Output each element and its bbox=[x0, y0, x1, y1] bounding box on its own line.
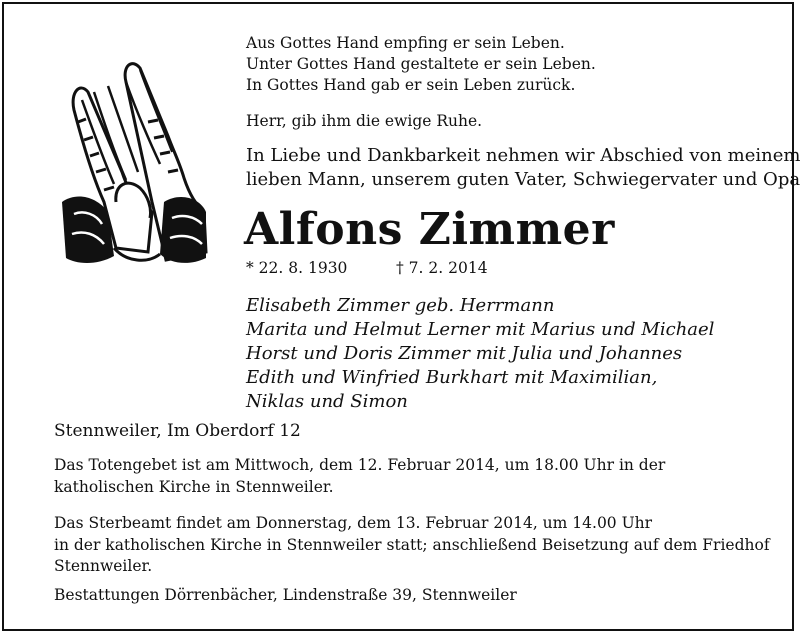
verse-line-2: Unter Gottes Hand gestaltete er sein Leben. bbox=[246, 55, 596, 73]
sterbeamt-line-2: in der katholischen Kirche in Stennweiler statt; anschließend Beisetzung auf dem Friedhof bbox=[54, 535, 770, 554]
verse-line-3: In Gottes Hand gab er sein Leben zurück. bbox=[246, 76, 576, 94]
sterbeamt-line-3: Stennweiler. bbox=[54, 557, 153, 575]
sterbeamt-line-1: Das Sterbeamt findet am Donnerstag, dem 13. Februar 2014, um 14.00 Uhr bbox=[54, 514, 653, 532]
intro-text bbox=[246, 144, 800, 191]
intro-line-2: lieben Mann, unserem guten Vater, Schwiegervater und Opa bbox=[246, 168, 800, 190]
family-line-2: Marita und Helmut Lerner mit Marius und Michael bbox=[246, 319, 715, 340]
sterbeamt-notice bbox=[54, 513, 770, 578]
family-list bbox=[246, 294, 714, 414]
verse-line-1: Aus Gottes Hand empfing er sein Leben. bbox=[246, 34, 565, 52]
praying-hands-icon bbox=[56, 52, 208, 274]
family-line-5: Niklas und Simon bbox=[246, 391, 408, 412]
family-line-4: Edith und Winfried Burkhart mit Maximilian, bbox=[246, 367, 658, 388]
deceased-name: Alfons Zimmer bbox=[244, 204, 615, 255]
totengebet-line-1: Das Totengebet ist am Mittwoch, dem 12. Februar 2014, um 18.00 Uhr in der bbox=[54, 456, 666, 474]
life-dates bbox=[246, 258, 488, 278]
undertaker-line: Bestattungen Dörrenbächer, Lindenstraße 39, Stennweiler bbox=[54, 586, 517, 604]
family-line-3: Horst und Doris Zimmer mit Julia und Johannes bbox=[246, 343, 683, 364]
prayer-line: Herr, gib ihm die ewige Ruhe. bbox=[246, 112, 483, 130]
birth-date: * 22. 8. 1930 bbox=[246, 259, 348, 277]
family-line-1: Elisabeth Zimmer geb. Herrmann bbox=[246, 295, 555, 316]
totengebet-line-2: katholischen Kirche in Stennweiler. bbox=[54, 477, 334, 496]
totengebet-notice bbox=[54, 455, 665, 498]
death-date: † 7. 2. 2014 bbox=[396, 259, 488, 277]
address: Stennweiler, Im Oberdorf 12 bbox=[54, 421, 301, 441]
intro-line-1: In Liebe und Dankbarkeit nehmen wir Abschied von meinem bbox=[246, 145, 800, 166]
